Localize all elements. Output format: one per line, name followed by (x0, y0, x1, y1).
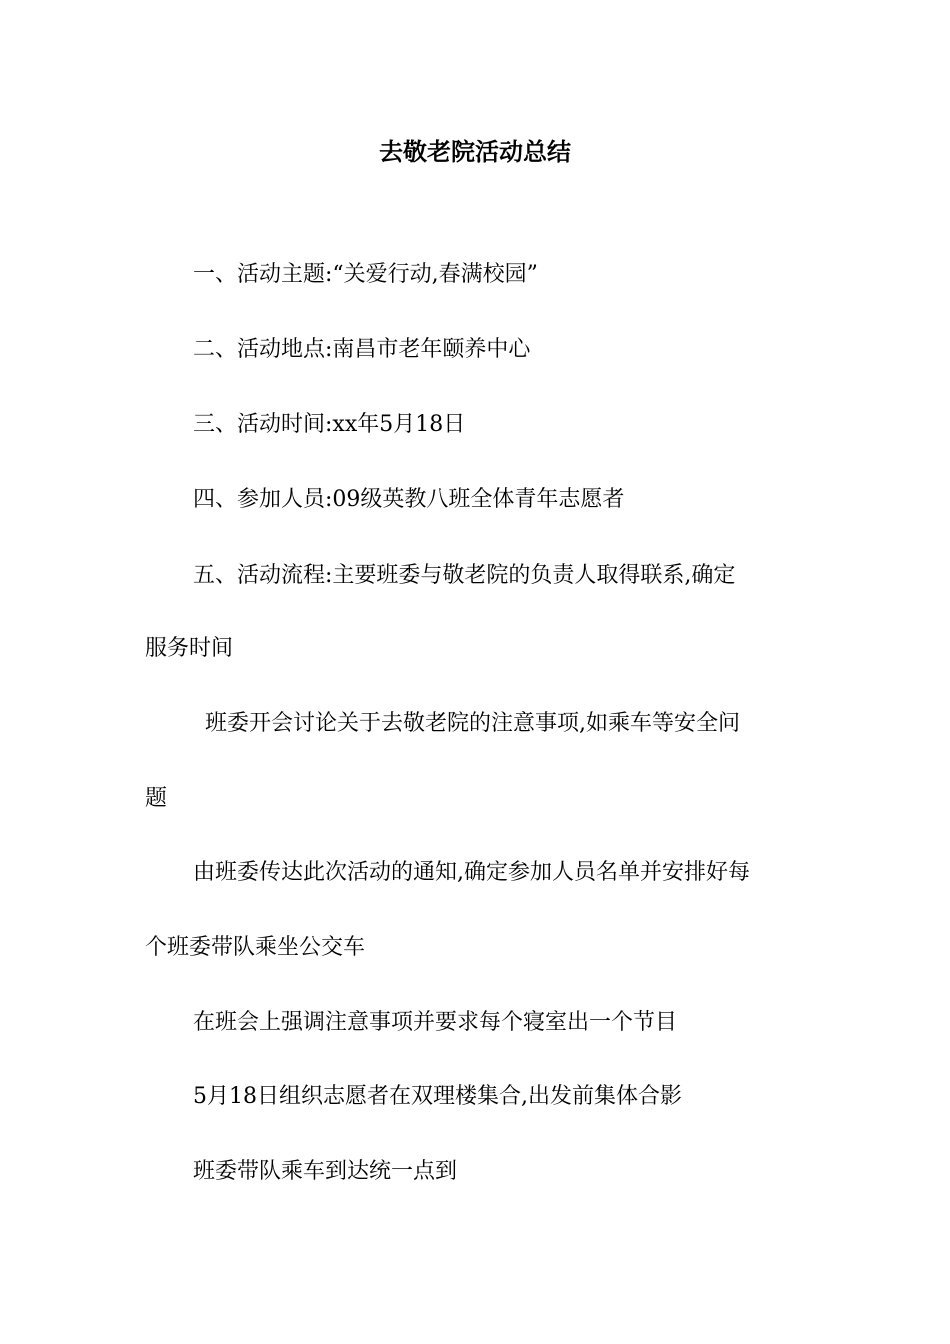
document-title: 去敬老院活动总结 (379, 137, 571, 166)
paragraph-arrival: 班委带队乘车到达统一点到 (193, 1159, 458, 1184)
paragraph-notice-continued: 个班委带队乘坐公交车 (145, 935, 366, 960)
section-process: 五、活动流程:主要班委与敬老院的负责人取得联系,确定 (193, 563, 736, 588)
paragraph-meeting-continued: 题 (145, 786, 168, 811)
section-participants: 四、参加人员:09级英教八班全体青年志愿者 (193, 487, 625, 512)
paragraph-class-meeting: 在班会上强调注意事项并要求每个寝室出一个节目 (193, 1010, 678, 1035)
section-theme: 一、活动主题:“关爱行动,春满校园” (193, 262, 538, 287)
section-process-continued: 服务时间 (145, 636, 234, 661)
section-time: 三、活动时间:xx年5月18日 (193, 412, 466, 437)
section-location: 二、活动地点:南昌市老年颐养中心 (193, 337, 531, 362)
paragraph-gathering: 5月18日组织志愿者在双理楼集合,出发前集体合影 (193, 1084, 682, 1109)
paragraph-notice: 由班委传达此次活动的通知,确定参加人员名单并安排好每 (193, 860, 750, 885)
paragraph-meeting: 班委开会讨论关于去敬老院的注意事项,如乘车等安全问 (205, 711, 740, 736)
